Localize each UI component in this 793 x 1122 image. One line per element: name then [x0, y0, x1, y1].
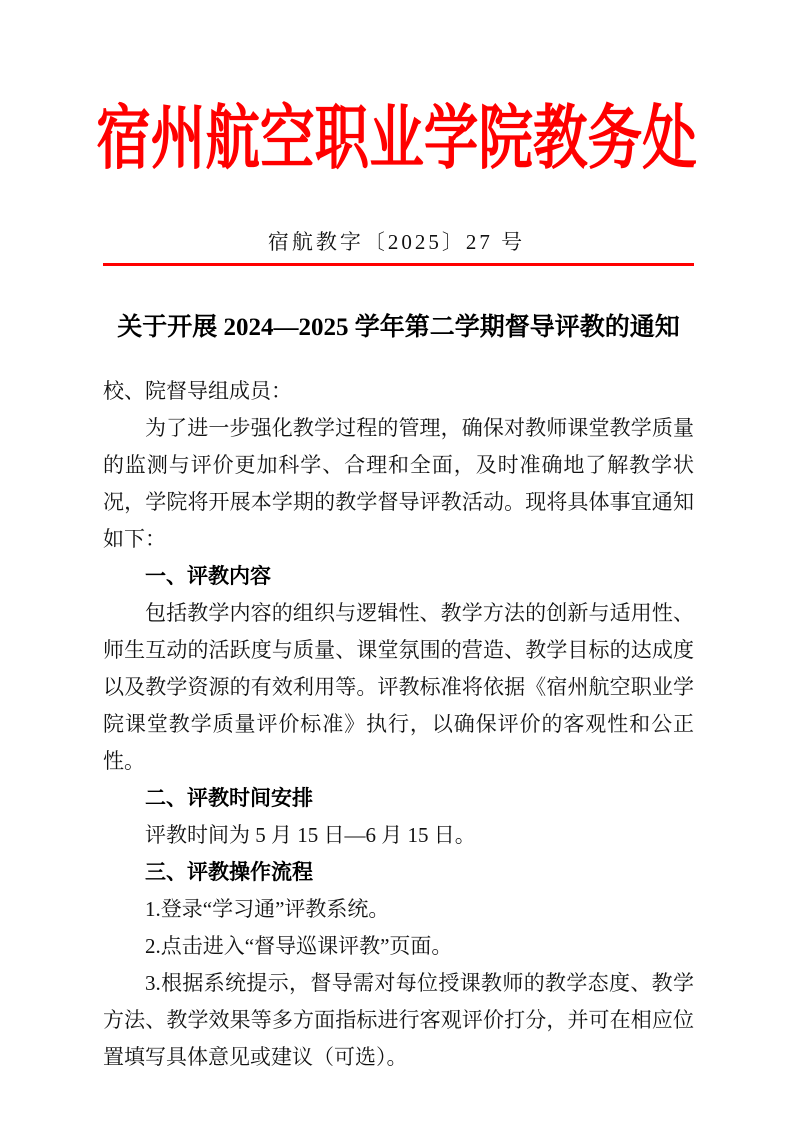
- section-3-heading: 三、评教操作流程: [145, 860, 313, 884]
- section-3-step-3: 3.根据系统提示，督导需对每位授课教师的教学态度、教学方法、教学效果等多方面指标进行客观评价打分，并可在相应位置填写具体意见或建议（可选）。: [103, 971, 694, 1069]
- section-3-step-1: 1.登录“学习通”评教系统。: [145, 897, 390, 921]
- agency-name-header: 宿州航空职业学院教务处: [96, 101, 697, 178]
- section-evaluation-content: [103, 558, 694, 780]
- section-evaluation-schedule: [103, 780, 694, 854]
- red-separator-line: [103, 263, 694, 266]
- section-2-paragraph: 评教时间为 5 月 15 日—6 月 15 日。: [145, 823, 476, 847]
- document-body: [103, 313, 694, 1076]
- notice-title: 关于开展 2024—2025 学年第二学期督导评教的通知: [117, 314, 680, 341]
- document-number: 宿航教字〔2025〕27 号: [267, 230, 526, 254]
- salutation: 校、院督导组成员：: [103, 379, 292, 403]
- section-2-heading: 二、评教时间安排: [145, 786, 313, 810]
- section-1-paragraph: 包括教学内容的组织与逻辑性、教学方法的创新与适用性、师生互动的活跃度与质量、课堂氛围的营造、教学目标的达成度以及教学资源的有效利用等。评教标准将依据《宿州航空职业学院课堂教学质量评价标准》执行，以确保评价的客观性和公正性。: [103, 601, 694, 773]
- section-1-heading: 一、评教内容: [145, 564, 271, 588]
- section-evaluation-procedure: [103, 854, 694, 1076]
- intro-paragraph: 为了进一步强化教学过程的管理，确保对教师课堂教学质量的监测与评价更加科学、合理和全面，及时准确地了解教学状况，学院将开展本学期的教学督导评教活动。现将具体事宜通知如下：: [103, 416, 694, 551]
- notice-text: [103, 373, 694, 1076]
- section-3-step-2: 2.点击进入“督导巡课评教”页面。: [145, 934, 453, 958]
